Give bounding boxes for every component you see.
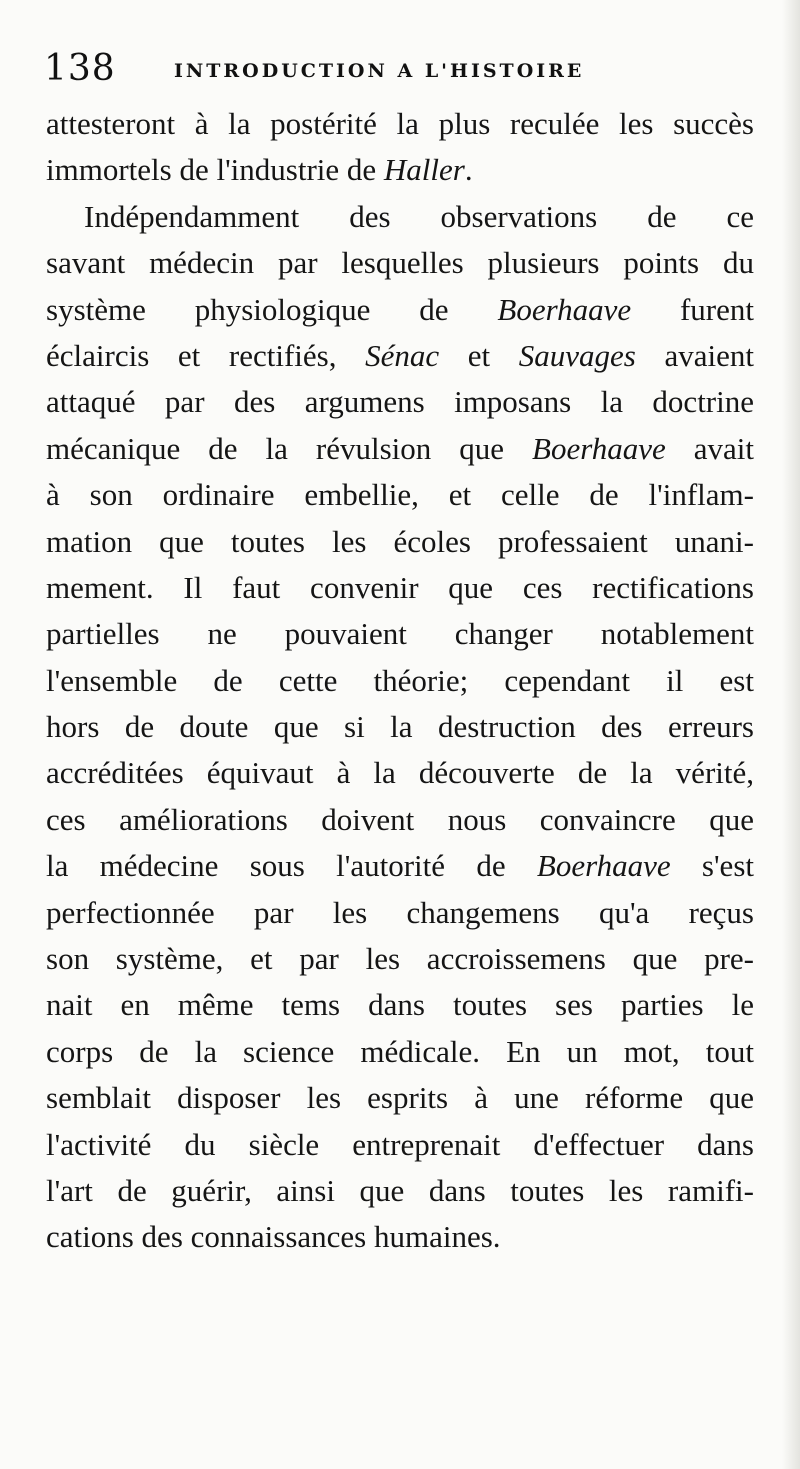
text-line: à son ordinaire embellie, et celle de l'inflam- bbox=[46, 477, 754, 513]
italic-name: Sénac bbox=[365, 337, 440, 373]
text-line: perfectionnée par les changemens qu'a reçus bbox=[46, 894, 754, 930]
text-line: immortels de l'industrie de Haller. bbox=[46, 152, 473, 188]
text-line: attesteront à la postérité la plus reculée les succès bbox=[46, 106, 754, 141]
page-number: 138 bbox=[44, 48, 116, 89]
text-line: mécanique de la révulsion que Boerhaave avait bbox=[46, 430, 754, 466]
text-line: l'ensemble de cette théorie; cependant il est bbox=[46, 662, 754, 698]
text-line: nait en même tems dans toutes ses parties le bbox=[46, 987, 754, 1023]
text-line: savant médecin par lesquelles plusieurs points du bbox=[46, 245, 754, 281]
text-line: cations des connaissances humaines. bbox=[46, 1219, 501, 1255]
text-line: l'art de guérir, ainsi que dans toutes les ramifi- bbox=[46, 1172, 754, 1208]
text-line: Indépendamment des observations de ce bbox=[84, 198, 754, 234]
italic-name: Sauvages bbox=[518, 337, 636, 373]
text-line: attaqué par des argumens imposans la doctrine bbox=[46, 384, 754, 420]
text-line: système physiologique de Boerhaave furent bbox=[46, 291, 754, 327]
text-line: son système, et par les accroissemens que pre- bbox=[46, 941, 754, 977]
text-line: hors de doute que si la destruction des erreurs bbox=[46, 709, 754, 745]
page-header bbox=[44, 48, 744, 98]
italic-name: Boerhaave bbox=[497, 291, 632, 327]
text-line: mation que toutes les écoles professaient unani- bbox=[46, 523, 754, 559]
text-line: l'activité du siècle entreprenait d'effectuer dans bbox=[46, 1126, 754, 1162]
italic-name: Haller bbox=[383, 152, 465, 188]
running-head: INTRODUCTION A L'HISTOIRE bbox=[174, 60, 585, 82]
italic-name: Boerhaave bbox=[536, 848, 671, 884]
body-text bbox=[46, 101, 754, 1261]
text-line: accréditées équivaut à la découverte de la vérité, bbox=[46, 755, 754, 791]
text-line: corps de la science médicale. En un mot, tout bbox=[46, 1033, 754, 1069]
text-line: semblait disposer les esprits à une réforme que bbox=[46, 1080, 754, 1116]
italic-name: Boerhaave bbox=[532, 430, 666, 466]
text-line: ces améliorations doivent nous convaincre que bbox=[46, 801, 754, 837]
text-line: la médecine sous l'autorité de Boerhaave s'est bbox=[46, 848, 754, 884]
text-line: mement. Il faut convenir que ces rectifications bbox=[46, 569, 754, 605]
text-line: partielles ne pouvaient changer notablement bbox=[46, 616, 754, 652]
text-line: éclaircis et rectifiés, Sénac et Sauvages avaient bbox=[46, 337, 754, 373]
